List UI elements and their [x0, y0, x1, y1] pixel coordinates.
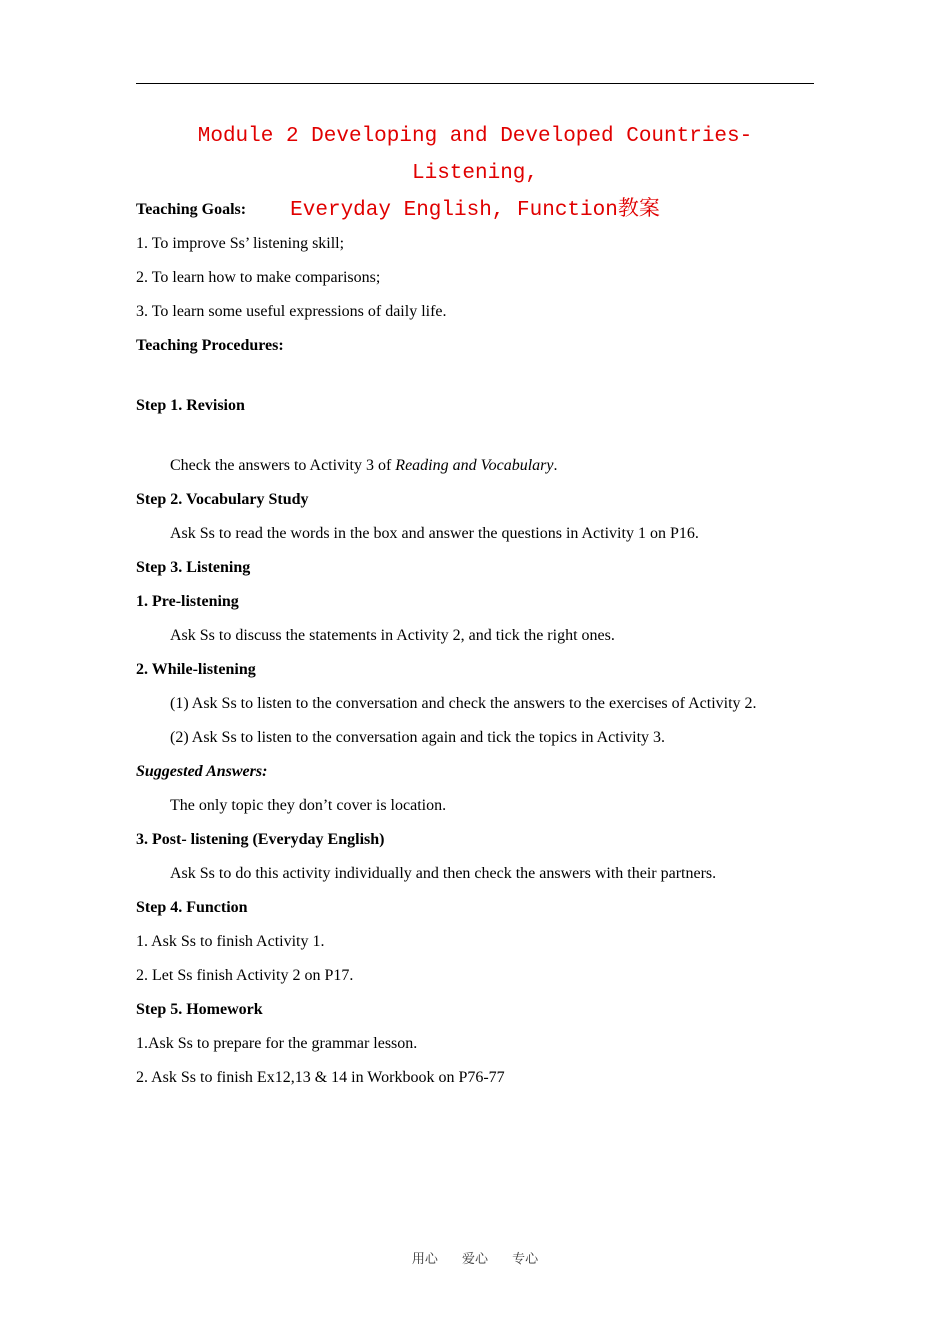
- page-footer: [0, 1248, 950, 1267]
- step4-item: 1. Ask Ss to finish Activity 1.: [136, 933, 325, 950]
- step1-text-italic: Reading and Vocabulary: [395, 457, 554, 474]
- while-listening-item: (1) Ask Ss to listen to the conversation and check the answers to the exercises of Activity 2.: [170, 695, 757, 712]
- step5-item: 2. Ask Ss to finish Ex12,13 & 14 in Workbook on P76-77: [136, 1069, 505, 1086]
- step2-heading: Step 2. Vocabulary Study: [136, 491, 309, 508]
- step5-heading: Step 5. Homework: [136, 1001, 263, 1018]
- step2-text: Ask Ss to read the words in the box and answer the questions in Activity 1 on P16.: [170, 525, 699, 542]
- footer-text: 专心: [512, 1252, 539, 1267]
- goal-item: 3. To learn some useful expressions of daily life.: [136, 303, 447, 320]
- title-line-1: Module 2 Developing and Developed Countries- Listening,: [197, 125, 753, 185]
- goal-item: 2. To learn how to make comparisons;: [136, 269, 381, 286]
- step4-heading: Step 4. Function: [136, 899, 248, 916]
- teaching-goals-heading: Teaching Goals:: [136, 201, 247, 218]
- footer-text: 爱心: [461, 1252, 488, 1267]
- teaching-procedures-heading: Teaching Procedures:: [136, 337, 284, 354]
- step1-text-end: .: [553, 457, 558, 474]
- step1-heading: Step 1. Revision: [136, 397, 245, 414]
- document-body: [136, 193, 816, 1095]
- step1-text: [136, 449, 816, 483]
- post-listening-text: Ask Ss to do this activity individually and then check the answers with their partners.: [170, 865, 717, 882]
- footer-text: 用心: [411, 1252, 438, 1267]
- post-listening-heading: 3. Post- listening (Everyday English): [136, 831, 385, 848]
- goal-item: 1. To improve Ss’ listening skill;: [136, 235, 345, 252]
- suggested-answers-text: The only topic they don’t cover is location.: [170, 797, 447, 814]
- suggested-answers-heading: Suggested Answers:: [136, 763, 268, 780]
- step1-text-start: Check the answers to Activity 3 of: [170, 457, 396, 474]
- pre-listening-heading: 1. Pre-listening: [136, 593, 239, 610]
- while-listening-item: (2) Ask Ss to listen to the conversation again and tick the topics in Activity 3.: [170, 729, 666, 746]
- while-listening-heading: 2. While-listening: [136, 661, 256, 678]
- step4-item: 2. Let Ss finish Activity 2 on P17.: [136, 967, 354, 984]
- title-line-2: Everyday English, Function教案: [290, 199, 660, 222]
- step5-item: 1.Ask Ss to prepare for the grammar lesson.: [136, 1035, 418, 1052]
- pre-listening-text: Ask Ss to discuss the statements in Activity 2, and tick the right ones.: [170, 627, 615, 644]
- header-rule: [136, 83, 814, 84]
- step3-heading: Step 3. Listening: [136, 559, 251, 576]
